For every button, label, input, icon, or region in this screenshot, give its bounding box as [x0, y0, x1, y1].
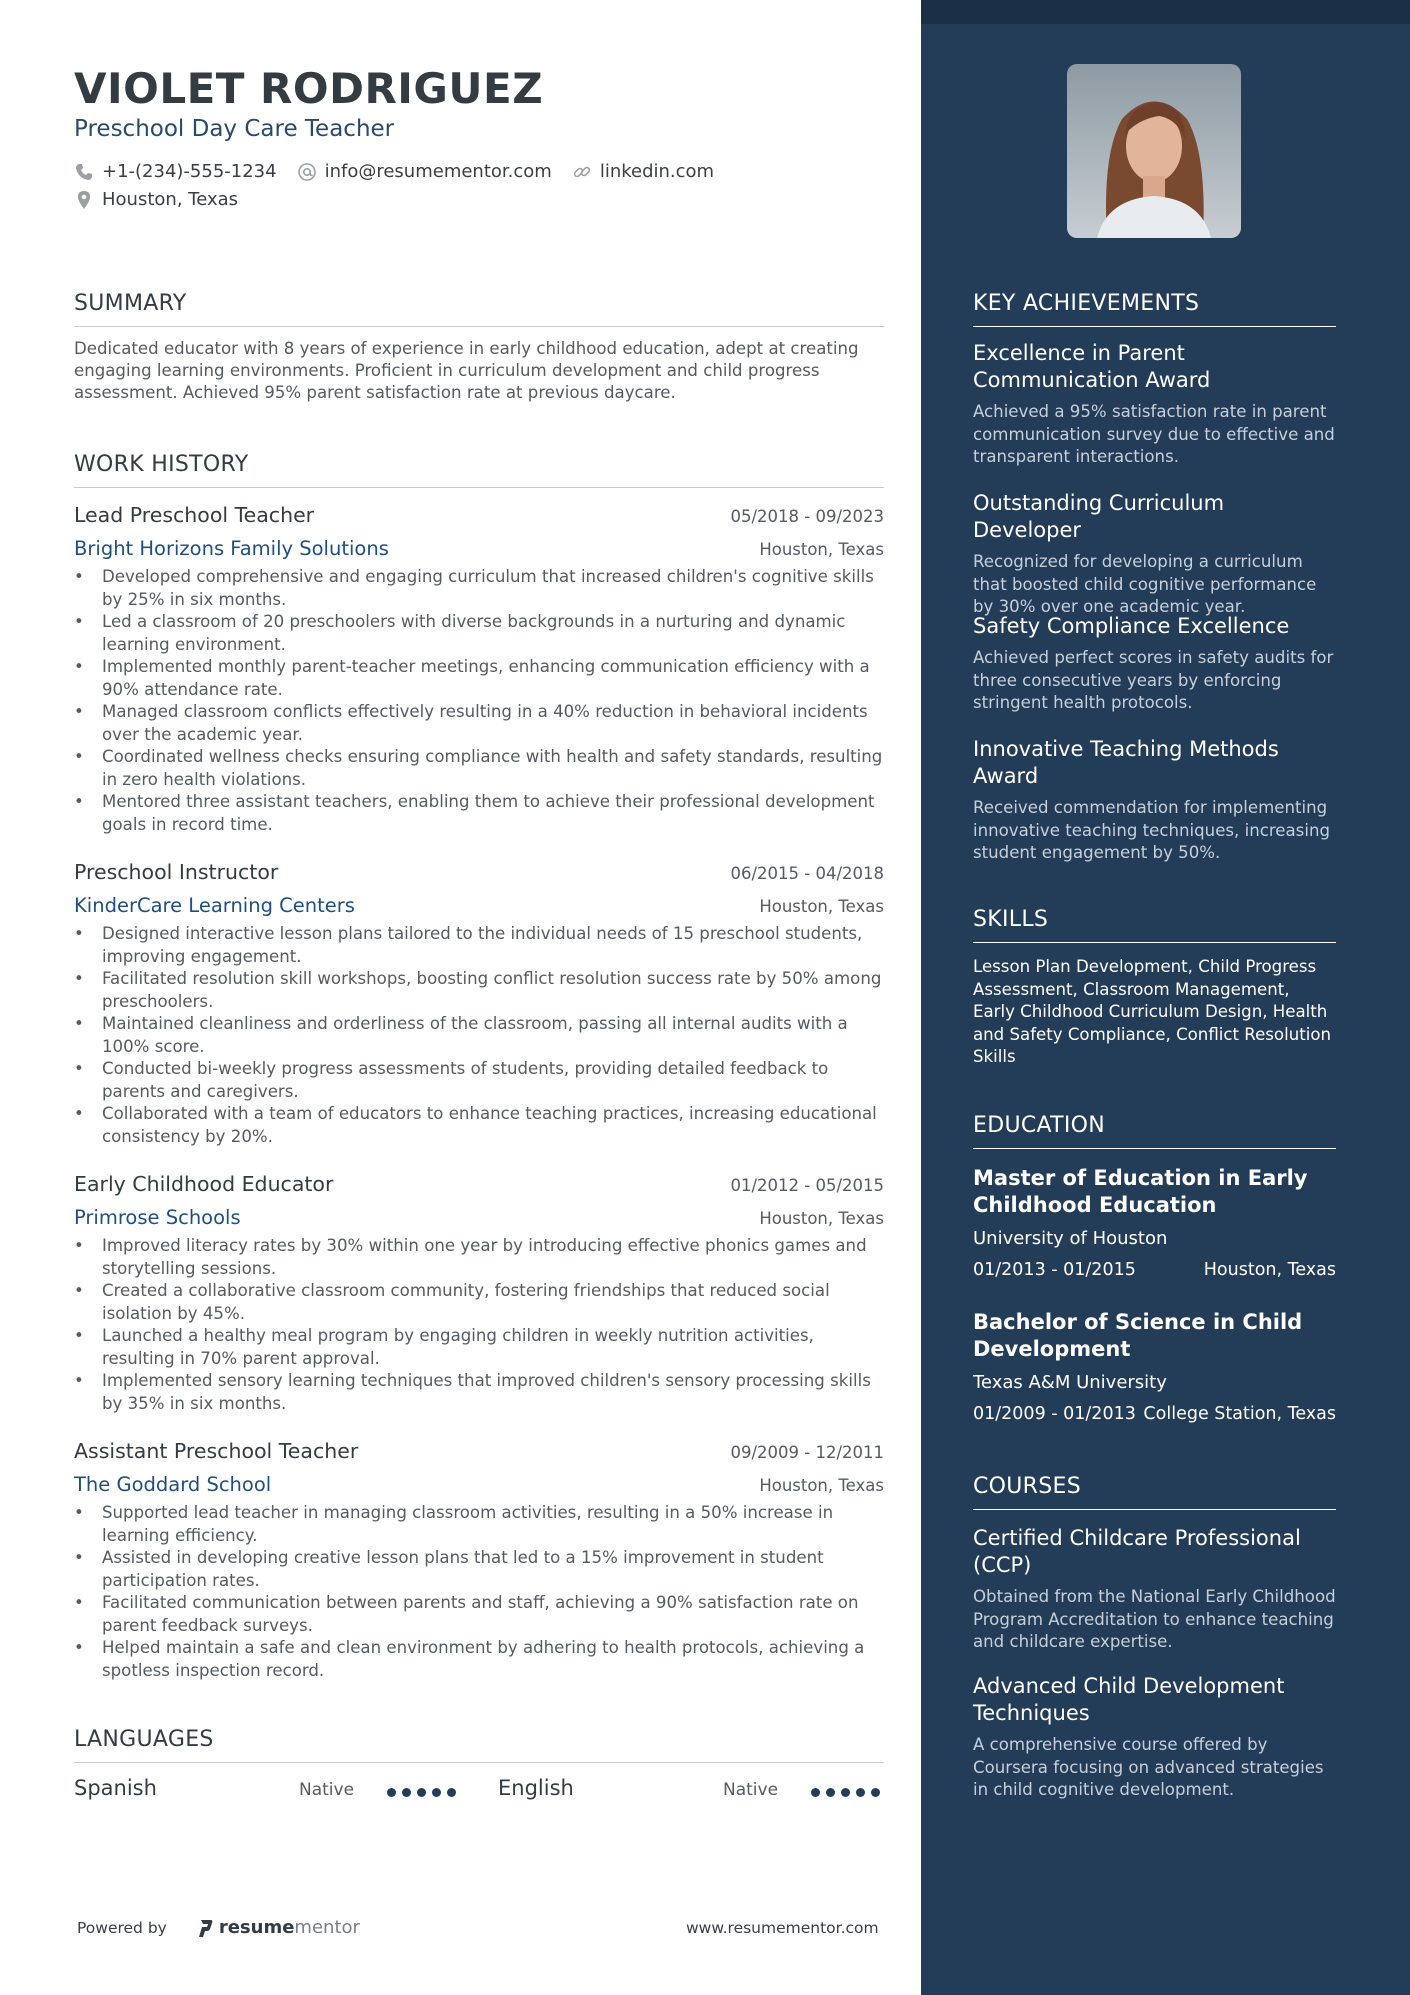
rating-dot: [387, 1788, 396, 1797]
job-company: Bright Horizons Family Solutions: [74, 537, 389, 560]
education-heading: EDUCATION: [973, 1113, 1336, 1149]
rating-dot: [432, 1788, 441, 1797]
contact-email: [297, 161, 552, 182]
location-text: Houston, Texas: [102, 189, 239, 210]
education-school: Texas A&M University: [973, 1372, 1167, 1393]
job-entry: [74, 503, 884, 836]
achievements-heading: KEY ACHIEVEMENTS: [973, 291, 1336, 327]
job-position: Assistant Preschool Teacher: [74, 1439, 359, 1463]
bullet-item: • Mentored three assistant teachers, enabling them to achieve their professional development goals in record time.: [74, 791, 884, 836]
language-rating: [811, 1788, 886, 1797]
work-history-heading: WORK HISTORY: [74, 452, 884, 488]
linkedin-text[interactable]: linkedin.com: [599, 161, 715, 182]
language-level: Native: [723, 1780, 779, 1800]
brand-name-light: mentor: [294, 1917, 360, 1938]
education-degree: Bachelor of Science in Child Development: [973, 1310, 1303, 1361]
achievement-item: [973, 340, 1336, 469]
bullet-item: • Facilitated communication between parents and staff, achieving a 90% satisfaction rate on parent feedback surveys.: [74, 1592, 884, 1637]
job-bullets: [74, 1502, 884, 1682]
achievement-item: [973, 613, 1336, 715]
languages-row: [74, 1776, 884, 1806]
job-title-header: Preschool Day Care Teacher: [74, 116, 395, 142]
education-dates: 01/2013 - 01/2015: [973, 1260, 1136, 1280]
education-school: University of Houston: [973, 1228, 1168, 1249]
bullet-item: • Supported lead teacher in managing classroom activities, resulting in a 50% increase in learning efficiency.: [74, 1502, 884, 1547]
bullet-item: • Improved literacy rates by 30% within one year by introducing effective phonics games and storytelling sessions.: [74, 1235, 884, 1280]
skills-heading: SKILLS: [973, 907, 1336, 943]
job-bullets: [74, 923, 884, 1148]
location-pin-icon: [74, 190, 94, 210]
profile-photo: [1067, 64, 1241, 238]
job-dates: 09/2009 - 12/2011: [730, 1443, 884, 1462]
job-position: Preschool Instructor: [74, 860, 279, 884]
language-level: Native: [299, 1780, 355, 1800]
bullet-item: • Launched a healthy meal program by engaging children in weekly nutrition activities, resulting in 70% parent approval.: [74, 1325, 884, 1370]
footer-powered: [77, 1917, 360, 1938]
course-item: [973, 1673, 1336, 1802]
job-company: KinderCare Learning Centers: [74, 894, 355, 917]
job-bullets: [74, 1235, 884, 1415]
summary-heading: SUMMARY: [74, 291, 884, 327]
achievement-title: Excellence in Parent Communication Award: [973, 341, 1211, 392]
education-location: College Station, Texas: [1143, 1404, 1336, 1424]
phone-text[interactable]: +1-(234)-555-1234: [102, 161, 277, 182]
course-desc: A comprehensive course offered by Coursera focusing on advanced strategies in child cognitive development.: [973, 1735, 1324, 1799]
job-dates: 05/2018 - 09/2023: [730, 507, 884, 526]
bullet-item: • Managed classroom conflicts effectively resulting in a 40% reduction in behavioral incidents over the academic year.: [74, 701, 884, 746]
job-dates: 01/2012 - 05/2015: [730, 1176, 884, 1195]
email-text[interactable]: info@resumementor.com: [324, 161, 552, 182]
bullet-item: • Maintained cleanliness and orderliness of the classroom, passing all internal audits with a 100% score.: [74, 1013, 884, 1058]
job-location: Houston, Texas: [759, 897, 884, 916]
job-location: Houston, Texas: [759, 540, 884, 559]
bullet-item: • Developed comprehensive and engaging curriculum that increased children's cognitive skills by 25% in six months.: [74, 566, 884, 611]
resumementor-logo-icon: [197, 1918, 215, 1938]
bullet-item: • Implemented sensory learning techniques that improved children's sensory processing skills by 35% in six months.: [74, 1370, 884, 1415]
achievement-title: Safety Compliance Excellence: [973, 614, 1290, 638]
education-location: Houston, Texas: [1203, 1260, 1336, 1280]
languages-heading: LANGUAGES: [74, 1727, 884, 1763]
contact-row-2: [74, 189, 258, 210]
contact-linkedin: [572, 161, 714, 182]
bullet-item: • Facilitated resolution skill workshops, boosting conflict resolution success rate by 50% among preschoolers.: [74, 968, 884, 1013]
languages-section: [74, 1727, 884, 1763]
rating-dot: [841, 1788, 850, 1797]
job-entry: [74, 860, 884, 1148]
summary-text: Dedicated educator with 8 years of experience in early childhood education, adept at creating engaging learning environments. Proficient in curriculum development and child progress assessment. Achieved 95% parent satisfaction rate at previous daycare.: [74, 339, 859, 402]
skills-text: Lesson Plan Development, Child Progress Assessment, Classroom Management, Early Childhood Curriculum Design, Health and Safety Compliance, Conflict Resolution Skills: [973, 957, 1331, 1066]
job-location: Houston, Texas: [759, 1209, 884, 1228]
achievement-item: [973, 736, 1336, 865]
education-dates: 01/2009 - 01/2013: [973, 1404, 1136, 1424]
job-entry: [74, 1172, 884, 1415]
rating-dot: [402, 1788, 411, 1797]
course-desc: Obtained from the National Early Childhood Program Accreditation to enhance teaching and childcare expertise.: [973, 1587, 1336, 1651]
link-icon: [572, 162, 592, 182]
summary-section: [74, 291, 884, 404]
achievement-desc: Achieved a 95% satisfaction rate in parent communication survey due to effective and transparent interactions.: [973, 402, 1335, 466]
language-name: English: [498, 1776, 574, 1800]
bullet-item: • Conducted bi-weekly progress assessments of students, providing detailed feedback to parents and caregivers.: [74, 1058, 884, 1103]
rating-dot: [856, 1788, 865, 1797]
bullet-item: • Coordinated wellness checks ensuring compliance with health and safety standards, resulting in zero health violations.: [74, 746, 884, 791]
education-section: [973, 1113, 1336, 1149]
achievement-desc: Achieved perfect scores in safety audits for three consecutive years by enforcing stringent health protocols.: [973, 648, 1334, 712]
course-title: Certified Childcare Professional (CCP): [973, 1526, 1301, 1577]
courses-heading: COURSES: [973, 1474, 1336, 1510]
job-bullets: [74, 566, 884, 836]
course-item: [973, 1525, 1336, 1654]
achievement-item: [973, 490, 1336, 619]
skills-section: [973, 907, 1336, 1069]
sidebar-top-bar: [921, 0, 1410, 24]
bullet-item: • Helped maintain a safe and clean environment by adhering to health protocols, achieving a spotless inspection record.: [74, 1637, 884, 1682]
achievement-title: Outstanding Curriculum Developer: [973, 491, 1225, 542]
phone-icon: [74, 162, 94, 182]
job-position: Early Childhood Educator: [74, 1172, 334, 1196]
job-position: Lead Preschool Teacher: [74, 503, 315, 527]
at-icon: [297, 162, 317, 182]
job-location: Houston, Texas: [759, 1476, 884, 1495]
contact-phone: [74, 161, 277, 182]
achievement-desc: Received commendation for implementing innovative teaching techniques, increasing student engagement by 50%.: [973, 798, 1330, 862]
rating-dot: [826, 1788, 835, 1797]
bullet-item: • Created a collaborative classroom community, fostering friendships that reduced social isolation by 45%.: [74, 1280, 884, 1325]
language-rating: [387, 1788, 462, 1797]
contact-row: [74, 161, 734, 182]
rating-dot: [417, 1788, 426, 1797]
education-item: [973, 1309, 1336, 1424]
profile-photo-image: [1067, 64, 1241, 238]
language-name: Spanish: [74, 1776, 157, 1800]
job-company: The Goddard School: [74, 1473, 272, 1496]
job-company: Primrose Schools: [74, 1206, 241, 1229]
education-degree: Master of Education in Early Childhood Education: [973, 1166, 1308, 1217]
achievement-desc: Recognized for developing a curriculum that boosted child cognitive performance by 30% over one academic year.: [973, 552, 1317, 616]
footer-website[interactable]: www.resumementor.com: [686, 1919, 879, 1937]
achievements-section: [973, 291, 1336, 327]
rating-dot: [811, 1788, 820, 1797]
candidate-name: VIOLET RODRIGUEZ: [74, 64, 544, 113]
achievement-title: Innovative Teaching Methods Award: [973, 737, 1279, 788]
bullet-item: • Implemented monthly parent-teacher meetings, enhancing communication efficiency with a 90% attendance rate.: [74, 656, 884, 701]
bullet-item: • Designed interactive lesson plans tailored to the individual needs of 15 preschool students, improving engagement.: [74, 923, 884, 968]
bullet-item: • Collaborated with a team of educators to enhance teaching practices, increasing educational consistency by 20%.: [74, 1103, 884, 1148]
work-history-section: [74, 452, 884, 488]
rating-dot: [871, 1788, 880, 1797]
courses-section: [973, 1474, 1336, 1510]
brand-name-bold: resume: [218, 1917, 295, 1938]
job-dates: 06/2015 - 04/2018: [730, 864, 884, 883]
rating-dot: [447, 1788, 456, 1797]
contact-location: [74, 189, 238, 210]
sidebar: [921, 0, 1410, 1995]
brand-logo[interactable]: [197, 1917, 360, 1938]
bullet-item: • Assisted in developing creative lesson plans that led to a 15% improvement in student participation rates.: [74, 1547, 884, 1592]
bullet-item: • Led a classroom of 20 preschoolers with diverse backgrounds in a nurturing and dynamic learning environment.: [74, 611, 884, 656]
job-entry: [74, 1439, 884, 1682]
course-title: Advanced Child Development Techniques: [973, 1674, 1285, 1725]
education-item: [973, 1165, 1336, 1280]
powered-by-label: Powered by: [77, 1918, 167, 1937]
